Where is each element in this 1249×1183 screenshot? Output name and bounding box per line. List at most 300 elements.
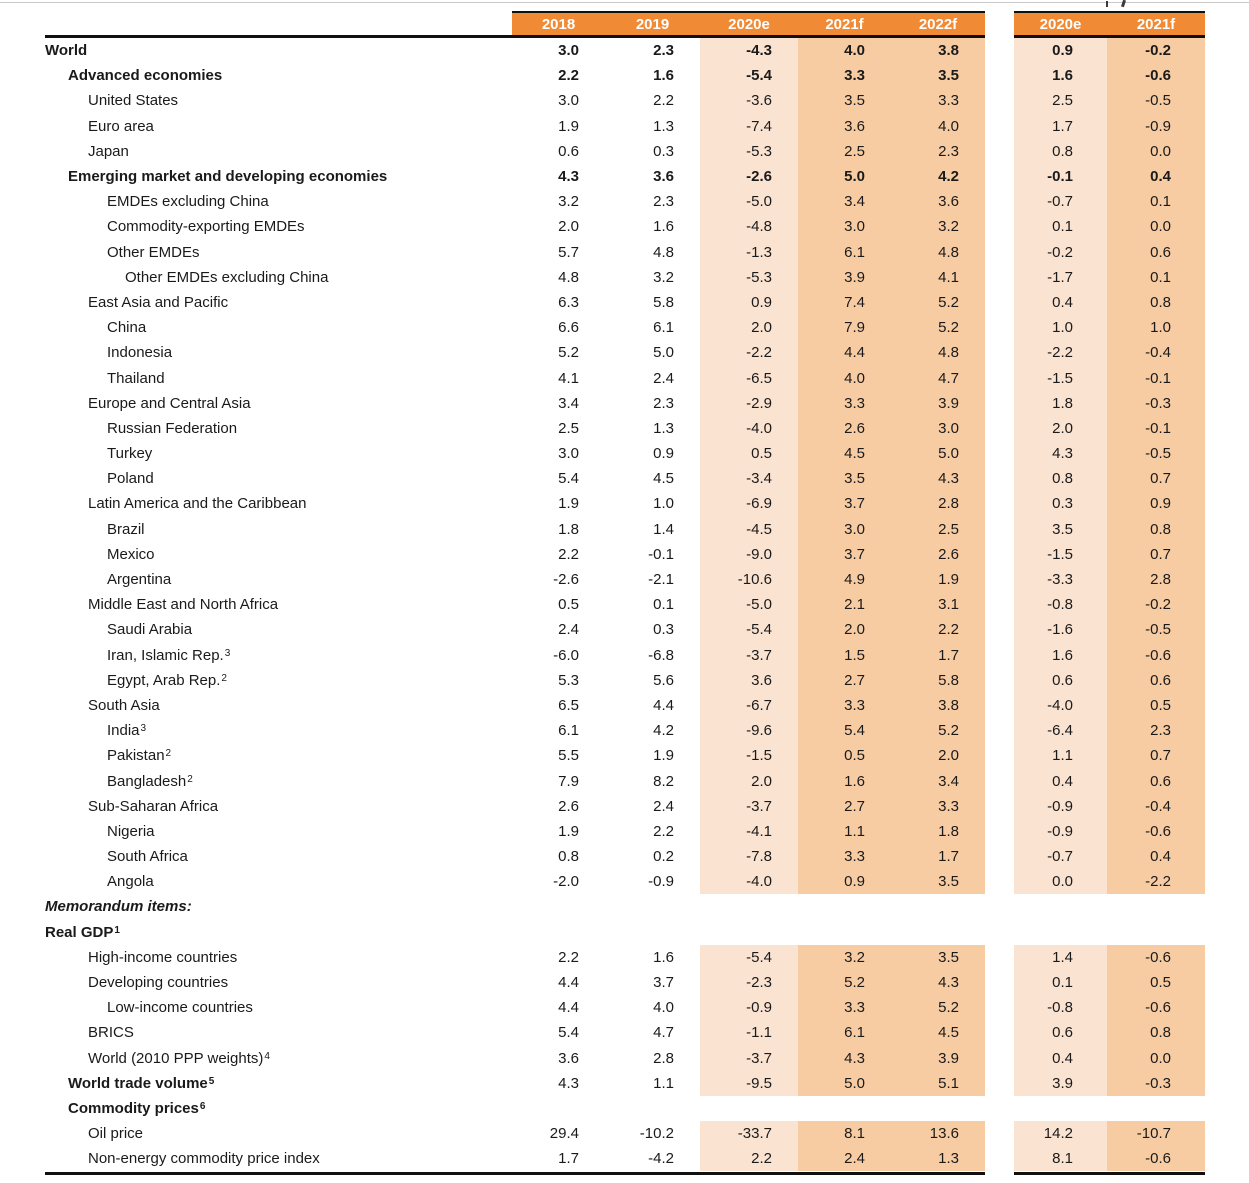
value-cell: 4.5 bbox=[891, 1020, 985, 1045]
value-cell bbox=[700, 1096, 798, 1121]
value-cell: -0.7 bbox=[1014, 189, 1107, 214]
value-cell: 5.5 bbox=[558, 747, 579, 765]
value-cell: 3.0 bbox=[558, 445, 579, 463]
row-label-text: World (2010 PPP weights) bbox=[88, 1049, 264, 1067]
row-label-text: Memorandum items: bbox=[45, 898, 192, 916]
value-cell bbox=[1107, 1096, 1205, 1121]
row-label-text: East Asia and Pacific bbox=[88, 293, 229, 311]
value-cell: -2.6 bbox=[700, 164, 798, 189]
value-cell: 3.8 bbox=[891, 693, 985, 718]
value-cell: -0.1 bbox=[1107, 365, 1205, 390]
table-row bbox=[45, 1121, 1205, 1146]
value-cell: 6.5 bbox=[558, 696, 579, 714]
value-cell: -6.5 bbox=[700, 365, 798, 390]
value-cell: -2.2 bbox=[1014, 340, 1107, 365]
row-label-text: Japan bbox=[88, 142, 129, 160]
value-cell: 5.4 bbox=[558, 470, 579, 488]
row-label-text: BRICS bbox=[88, 1024, 134, 1042]
value-cell: -4.5 bbox=[700, 517, 798, 542]
value-cell: 5.2 bbox=[798, 970, 891, 995]
column-group-gap bbox=[985, 668, 1014, 693]
value-cell: 3.7 bbox=[798, 491, 891, 516]
value-cell: -6.9 bbox=[700, 491, 798, 516]
value-cell: 1.5 bbox=[798, 643, 891, 668]
value-cell: 4.2 bbox=[891, 164, 985, 189]
column-group-gap bbox=[985, 189, 1014, 214]
column-group-gap bbox=[985, 517, 1014, 542]
column-group-gap bbox=[985, 794, 1014, 819]
value-cell: 3.7 bbox=[798, 542, 891, 567]
row-label-text: Commodity prices bbox=[68, 1099, 199, 1117]
value-cell: 3.3 bbox=[798, 63, 891, 88]
value-cell: 4.7 bbox=[653, 1024, 674, 1042]
value-cell: -5.0 bbox=[700, 189, 798, 214]
value-cell bbox=[1107, 894, 1205, 919]
value-cell: -0.5 bbox=[1107, 88, 1205, 113]
value-cell: 2.2 bbox=[653, 92, 674, 110]
table-row bbox=[45, 240, 1205, 265]
value-cell: 4.0 bbox=[798, 38, 891, 63]
value-cell: 3.6 bbox=[700, 668, 798, 693]
value-cell: 2.4 bbox=[798, 1146, 891, 1171]
column-group-gap bbox=[985, 894, 1014, 919]
column-group-gap bbox=[985, 617, 1014, 642]
value-cell bbox=[512, 1096, 605, 1121]
value-cell: -6.8 bbox=[648, 646, 674, 664]
value-cell: 3.4 bbox=[798, 189, 891, 214]
value-cell: 2.5 bbox=[798, 139, 891, 164]
value-cell: 4.2 bbox=[653, 722, 674, 740]
value-cell: 5.0 bbox=[798, 1071, 891, 1096]
value-cell: 3.7 bbox=[653, 974, 674, 992]
value-cell: 2.2 bbox=[891, 617, 985, 642]
table-row bbox=[45, 592, 1205, 617]
column-group-gap bbox=[985, 693, 1014, 718]
value-cell: 1.8 bbox=[558, 520, 579, 538]
table-row bbox=[45, 164, 1205, 189]
value-cell: -0.2 bbox=[1107, 38, 1205, 63]
column-group-gap bbox=[985, 265, 1014, 290]
value-cell bbox=[512, 920, 605, 945]
value-cell: 3.6 bbox=[798, 114, 891, 139]
row-label-text: Bangladesh bbox=[107, 772, 187, 790]
value-cell: -5.3 bbox=[700, 265, 798, 290]
column-header: 2021f bbox=[1136, 16, 1176, 33]
row-label bbox=[45, 773, 512, 790]
value-cell: 3.2 bbox=[653, 268, 674, 286]
row-label-text: Mexico bbox=[107, 545, 155, 563]
column-group-gap bbox=[985, 542, 1014, 567]
value-cell: 2.2 bbox=[558, 67, 579, 85]
value-cell: -0.5 bbox=[1107, 617, 1205, 642]
value-cell: 2.6 bbox=[891, 542, 985, 567]
value-cell: -3.7 bbox=[700, 794, 798, 819]
value-cell: 1.8 bbox=[891, 819, 985, 844]
row-label bbox=[45, 143, 512, 160]
value-cell: 2.8 bbox=[1107, 567, 1205, 592]
row-label bbox=[45, 621, 512, 638]
value-cell bbox=[1107, 920, 1205, 945]
value-cell: -4.3 bbox=[700, 38, 798, 63]
table-row bbox=[45, 617, 1205, 642]
column-group-gap bbox=[985, 945, 1014, 970]
table-row bbox=[45, 567, 1205, 592]
value-cell: 0.7 bbox=[1107, 466, 1205, 491]
table-row bbox=[45, 794, 1205, 819]
value-cell: 3.0 bbox=[891, 416, 985, 441]
value-cell: 0.5 bbox=[1107, 970, 1205, 995]
value-cell: 5.2 bbox=[891, 718, 985, 743]
value-cell: 4.3 bbox=[558, 1074, 579, 1092]
value-cell: 8.2 bbox=[653, 772, 674, 790]
value-cell: -0.2 bbox=[1107, 592, 1205, 617]
value-cell: 1.4 bbox=[1014, 945, 1107, 970]
value-cell: 4.8 bbox=[891, 240, 985, 265]
value-cell: 0.7 bbox=[1107, 743, 1205, 768]
value-cell: -2.3 bbox=[700, 970, 798, 995]
value-cell: -0.9 bbox=[1014, 819, 1107, 844]
table-row bbox=[45, 643, 1205, 668]
row-label bbox=[45, 898, 512, 915]
table-row bbox=[45, 945, 1205, 970]
value-cell: 1.9 bbox=[558, 117, 579, 135]
row-label-text: Argentina bbox=[107, 571, 172, 589]
row-label-text: Low-income countries bbox=[107, 999, 253, 1017]
value-cell: 3.0 bbox=[558, 92, 579, 110]
column-group-gap bbox=[985, 819, 1014, 844]
table-row bbox=[45, 970, 1205, 995]
column-group-gap bbox=[985, 844, 1014, 869]
row-label-text: Advanced economies bbox=[68, 67, 223, 85]
value-cell: -0.5 bbox=[1107, 441, 1205, 466]
value-cell: 2.8 bbox=[653, 1049, 674, 1067]
row-label bbox=[45, 999, 512, 1016]
value-cell: 2.5 bbox=[891, 517, 985, 542]
row-label bbox=[45, 344, 512, 361]
column-header: 2020e bbox=[728, 16, 770, 33]
row-label bbox=[45, 697, 512, 714]
column-header: 2021f bbox=[825, 16, 864, 33]
value-cell: 4.3 bbox=[558, 168, 579, 186]
value-cell: 0.5 bbox=[798, 743, 891, 768]
value-cell: -0.1 bbox=[1107, 416, 1205, 441]
column-group-gap bbox=[985, 240, 1014, 265]
value-cell: 2.2 bbox=[558, 545, 579, 563]
row-label-text: Brazil bbox=[107, 520, 145, 538]
value-cell: 4.3 bbox=[891, 970, 985, 995]
value-cell: 0.9 bbox=[700, 290, 798, 315]
cropped-caption-fragment bbox=[1121, 0, 1126, 7]
value-cell: 6.1 bbox=[558, 722, 579, 740]
value-cell: -3.7 bbox=[700, 1046, 798, 1071]
value-cell: 6.1 bbox=[798, 1020, 891, 1045]
value-cell: -0.6 bbox=[1107, 63, 1205, 88]
value-cell: 6.6 bbox=[558, 319, 579, 337]
value-cell: 3.9 bbox=[891, 391, 985, 416]
value-cell: -5.4 bbox=[700, 945, 798, 970]
value-cell: 2.0 bbox=[891, 743, 985, 768]
row-label-text: Sub-Saharan Africa bbox=[88, 797, 219, 815]
table-row bbox=[45, 365, 1205, 390]
row-label bbox=[45, 873, 512, 890]
value-cell: 1.6 bbox=[1014, 643, 1107, 668]
value-cell: 3.4 bbox=[558, 394, 579, 412]
row-label-text: Oil price bbox=[88, 1125, 144, 1143]
value-cell: 1.3 bbox=[653, 117, 674, 135]
value-cell: 0.0 bbox=[1014, 869, 1107, 894]
table-row bbox=[45, 768, 1205, 793]
value-cell: 6.1 bbox=[798, 240, 891, 265]
value-cell: 1.0 bbox=[653, 495, 674, 513]
row-label bbox=[45, 395, 512, 412]
value-cell: 1.6 bbox=[798, 768, 891, 793]
value-cell: 3.9 bbox=[891, 1046, 985, 1071]
value-cell: 3.5 bbox=[891, 869, 985, 894]
value-cell: 0.1 bbox=[1014, 970, 1107, 995]
row-label bbox=[45, 521, 512, 538]
value-cell: 3.2 bbox=[558, 193, 579, 211]
value-cell: 3.3 bbox=[891, 794, 985, 819]
value-cell: 3.0 bbox=[558, 42, 579, 60]
table-row bbox=[45, 894, 1205, 919]
value-cell: 2.3 bbox=[653, 42, 674, 60]
value-cell: 4.4 bbox=[653, 696, 674, 714]
value-cell: -9.0 bbox=[700, 542, 798, 567]
row-label bbox=[45, 747, 512, 764]
table-row bbox=[45, 114, 1205, 139]
value-cell: -0.9 bbox=[1014, 794, 1107, 819]
value-cell: 13.6 bbox=[891, 1121, 985, 1146]
value-cell: 2.0 bbox=[798, 617, 891, 642]
footnote-superscript: 3 bbox=[224, 647, 231, 659]
value-cell: -5.4 bbox=[700, 63, 798, 88]
value-cell bbox=[1014, 1096, 1107, 1121]
value-cell: 0.0 bbox=[1107, 1046, 1205, 1071]
row-label bbox=[45, 269, 512, 286]
value-cell: 29.4 bbox=[549, 1125, 579, 1143]
value-cell bbox=[891, 1096, 985, 1121]
value-cell: 5.0 bbox=[798, 164, 891, 189]
value-cell: -1.5 bbox=[1014, 542, 1107, 567]
value-cell: 3.8 bbox=[891, 38, 985, 63]
value-cell bbox=[605, 1096, 700, 1121]
value-cell: 3.4 bbox=[891, 768, 985, 793]
footnote-superscript: 5 bbox=[208, 1075, 215, 1087]
row-label bbox=[45, 42, 512, 59]
column-group-gap bbox=[985, 441, 1014, 466]
value-cell: 1.9 bbox=[891, 567, 985, 592]
value-cell bbox=[798, 920, 891, 945]
column-group-gap bbox=[985, 718, 1014, 743]
value-cell: 3.2 bbox=[891, 214, 985, 239]
row-label bbox=[45, 445, 512, 462]
row-label bbox=[45, 294, 512, 311]
column-group-gap bbox=[985, 995, 1014, 1020]
table-row bbox=[45, 693, 1205, 718]
value-cell: -0.6 bbox=[1107, 643, 1205, 668]
value-cell: -2.6 bbox=[553, 571, 579, 589]
value-cell: 0.5 bbox=[1107, 693, 1205, 718]
value-cell: 4.3 bbox=[798, 1046, 891, 1071]
value-cell: 2.3 bbox=[891, 139, 985, 164]
value-cell: 1.0 bbox=[1107, 315, 1205, 340]
column-group-gap bbox=[985, 869, 1014, 894]
value-cell: 3.6 bbox=[653, 168, 674, 186]
value-cell: -10.6 bbox=[700, 567, 798, 592]
value-cell: 2.6 bbox=[798, 416, 891, 441]
value-cell: 3.6 bbox=[558, 1049, 579, 1067]
row-label-text: Latin America and the Caribbean bbox=[88, 495, 307, 513]
value-cell: -1.1 bbox=[700, 1020, 798, 1045]
value-cell: 1.6 bbox=[653, 948, 674, 966]
row-label bbox=[45, 647, 512, 664]
row-label-text: Developing countries bbox=[88, 974, 229, 992]
column-group-gap bbox=[985, 391, 1014, 416]
table-row bbox=[45, 265, 1205, 290]
value-cell: 0.2 bbox=[653, 848, 674, 866]
value-cell: 0.8 bbox=[1107, 290, 1205, 315]
value-cell: 1.4 bbox=[653, 520, 674, 538]
row-label-text: South Africa bbox=[107, 848, 188, 866]
value-cell: 1.6 bbox=[653, 218, 674, 236]
value-cell: 5.6 bbox=[653, 671, 674, 689]
table-row bbox=[45, 63, 1205, 88]
value-cell: 2.2 bbox=[558, 948, 579, 966]
row-label bbox=[45, 596, 512, 613]
value-cell: 3.5 bbox=[798, 88, 891, 113]
row-label-text: Angola bbox=[107, 873, 154, 891]
row-label bbox=[45, 949, 512, 966]
value-cell: 3.6 bbox=[891, 189, 985, 214]
value-cell: 0.3 bbox=[1014, 491, 1107, 516]
table-row bbox=[45, 844, 1205, 869]
column-header: 2020e bbox=[1039, 16, 1082, 33]
row-label bbox=[45, 798, 512, 815]
value-cell: -6.4 bbox=[1014, 718, 1107, 743]
value-cell: -9.5 bbox=[700, 1071, 798, 1096]
value-cell: 7.9 bbox=[798, 315, 891, 340]
column-group-gap bbox=[985, 214, 1014, 239]
value-cell: 4.8 bbox=[891, 340, 985, 365]
row-label-text: World bbox=[45, 42, 88, 60]
value-cell: 2.7 bbox=[798, 794, 891, 819]
value-cell: 4.8 bbox=[653, 243, 674, 261]
value-cell: 0.8 bbox=[1107, 517, 1205, 542]
row-label-text: Middle East and North Africa bbox=[88, 596, 279, 614]
value-cell bbox=[798, 894, 891, 919]
value-cell: -0.8 bbox=[1014, 592, 1107, 617]
value-cell: 4.0 bbox=[891, 114, 985, 139]
row-label bbox=[45, 319, 512, 336]
value-cell bbox=[891, 920, 985, 945]
row-label-text: Poland bbox=[107, 470, 154, 488]
value-cell: -5.3 bbox=[700, 139, 798, 164]
table-row bbox=[45, 517, 1205, 542]
value-cell: 1.7 bbox=[891, 844, 985, 869]
footnote-superscript: 6 bbox=[199, 1100, 206, 1112]
value-cell bbox=[1014, 894, 1107, 919]
value-cell: 1.1 bbox=[798, 819, 891, 844]
column-group-gap bbox=[985, 290, 1014, 315]
value-cell: 3.3 bbox=[891, 88, 985, 113]
value-cell: -2.9 bbox=[700, 391, 798, 416]
value-cell: 4.4 bbox=[798, 340, 891, 365]
value-cell: 0.6 bbox=[1014, 668, 1107, 693]
value-cell: 8.1 bbox=[798, 1121, 891, 1146]
value-cell: -0.3 bbox=[1107, 1071, 1205, 1096]
value-cell: 3.9 bbox=[798, 265, 891, 290]
value-cell: 2.3 bbox=[653, 394, 674, 412]
value-cell: -4.0 bbox=[700, 416, 798, 441]
value-cell: -0.4 bbox=[1107, 794, 1205, 819]
value-cell: 0.3 bbox=[653, 621, 674, 639]
value-cell: 1.9 bbox=[653, 747, 674, 765]
value-cell: 0.9 bbox=[653, 445, 674, 463]
value-cell: 1.0 bbox=[1014, 315, 1107, 340]
table-row bbox=[45, 718, 1205, 743]
column-group-gap bbox=[985, 643, 1014, 668]
value-cell: -3.6 bbox=[700, 88, 798, 113]
value-cell: -0.4 bbox=[1107, 340, 1205, 365]
value-cell bbox=[891, 894, 985, 919]
value-cell: 1.8 bbox=[1014, 391, 1107, 416]
value-cell bbox=[605, 894, 700, 919]
value-cell: 0.6 bbox=[1107, 240, 1205, 265]
value-cell: 4.1 bbox=[891, 265, 985, 290]
row-label bbox=[45, 67, 512, 84]
table-row bbox=[45, 38, 1205, 63]
value-cell: 3.0 bbox=[798, 214, 891, 239]
header-group-revisions bbox=[1014, 11, 1205, 37]
column-group-gap bbox=[985, 491, 1014, 516]
value-cell: 2.0 bbox=[1014, 416, 1107, 441]
column-group-gap bbox=[985, 743, 1014, 768]
value-cell: 5.2 bbox=[891, 315, 985, 340]
value-cell: 0.1 bbox=[1014, 214, 1107, 239]
value-cell: 5.4 bbox=[558, 1024, 579, 1042]
value-cell: 2.0 bbox=[700, 768, 798, 793]
row-label-text: South Asia bbox=[88, 696, 160, 714]
value-cell: 2.1 bbox=[798, 592, 891, 617]
value-cell: -0.6 bbox=[1107, 945, 1205, 970]
table-row bbox=[45, 214, 1205, 239]
row-label-text: United States bbox=[88, 92, 179, 110]
row-label bbox=[45, 1024, 512, 1041]
value-cell: -7.4 bbox=[700, 114, 798, 139]
value-cell: 2.4 bbox=[558, 621, 579, 639]
value-cell: -0.6 bbox=[1107, 819, 1205, 844]
row-label bbox=[45, 168, 512, 185]
value-cell: 5.2 bbox=[558, 344, 579, 362]
value-cell: -1.3 bbox=[700, 240, 798, 265]
footnote-superscript: 2 bbox=[165, 748, 172, 760]
column-group-gap bbox=[985, 1146, 1014, 1171]
row-label-text: Egypt, Arab Rep. bbox=[107, 671, 221, 689]
row-label bbox=[45, 470, 512, 487]
value-cell: 0.5 bbox=[700, 441, 798, 466]
value-cell: -4.8 bbox=[700, 214, 798, 239]
value-cell: -3.4 bbox=[700, 466, 798, 491]
footnote-superscript: 3 bbox=[140, 723, 147, 735]
value-cell: 6.3 bbox=[558, 293, 579, 311]
row-label bbox=[45, 495, 512, 512]
table-row bbox=[45, 189, 1205, 214]
table-row bbox=[45, 491, 1205, 516]
value-cell: 3.3 bbox=[798, 391, 891, 416]
row-label bbox=[45, 722, 512, 739]
value-cell: 3.3 bbox=[798, 995, 891, 1020]
value-cell bbox=[700, 920, 798, 945]
